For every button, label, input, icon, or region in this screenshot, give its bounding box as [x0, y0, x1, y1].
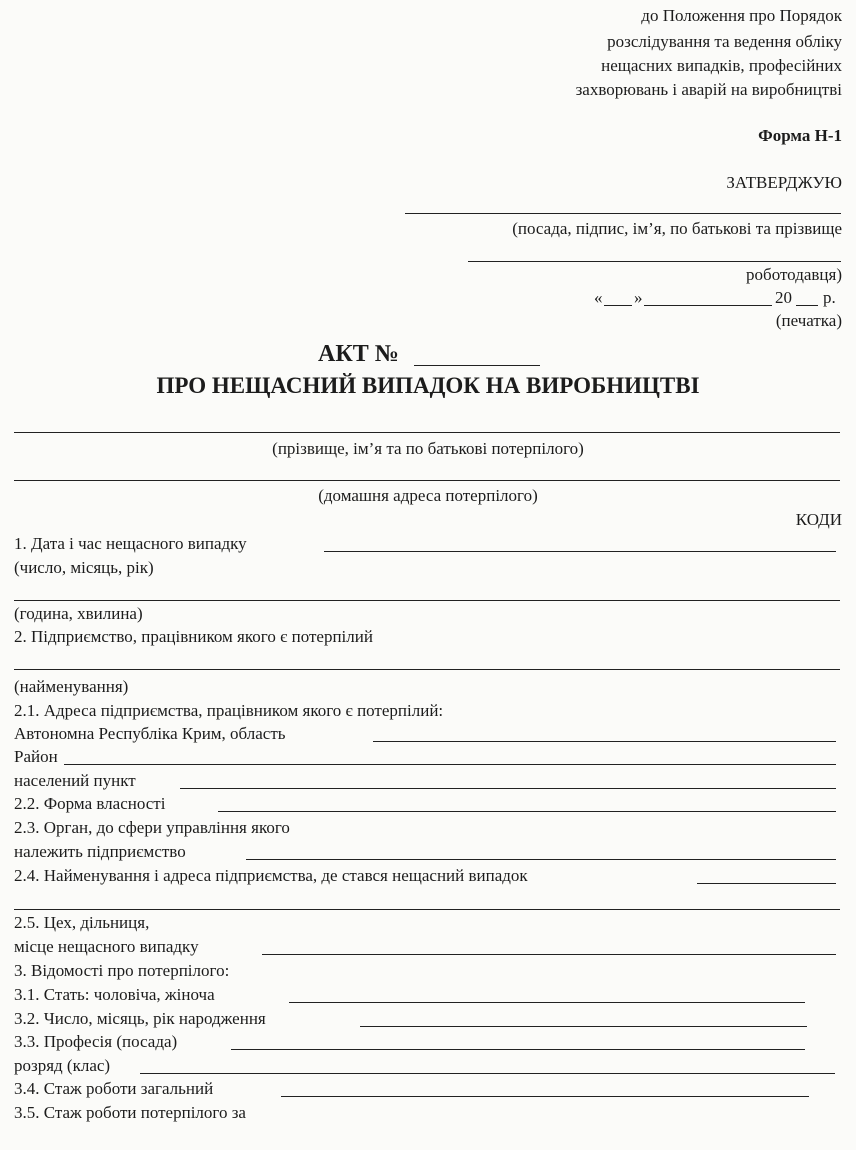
field-3-1-line[interactable] [289, 1002, 805, 1003]
field-3-2-label: 3.2. Число, місяць, рік народження [14, 1009, 266, 1028]
approval-title: ЗАТВЕРДЖУЮ [726, 173, 842, 192]
date-day-line[interactable] [604, 305, 632, 306]
victim-name-line[interactable] [14, 432, 840, 433]
approval-caption-1: (посада, підпис, ім’я, по батькові та прізвище [512, 219, 842, 238]
field-2-3-label-a: 2.3. Орган, до сфери управління якого [14, 818, 290, 837]
act-title: АКТ № [318, 341, 399, 367]
field-2-line[interactable] [14, 669, 840, 670]
field-2-1-label: 2.1. Адреса підприємства, працівником якого є потерпілий: [14, 701, 444, 720]
date-month-line[interactable] [644, 305, 772, 306]
field-2-name-caption: (найменування) [14, 677, 129, 696]
field-3-4-line[interactable] [281, 1096, 809, 1097]
field-3-3-rank-line[interactable] [140, 1073, 835, 1074]
date-year: 20 [775, 288, 792, 307]
date-year-suffix: р. [823, 288, 836, 307]
field-3-3-label: 3.3. Професія (посада) [14, 1032, 178, 1051]
field-2-4-label: 2.4. Найменування і адреса підприємства, де стався нещасний випадок [14, 866, 528, 885]
field-1-date-caption: (число, місяць, рік) [14, 558, 154, 577]
stamp-caption: (печатка) [775, 311, 842, 330]
field-2-1-district-line[interactable] [64, 764, 836, 765]
header-line-1: до Положення про Порядок [641, 6, 842, 25]
field-2-5-label-b: місце нещасного випадку [14, 937, 199, 956]
field-2-2-line[interactable] [218, 811, 836, 812]
victim-address-caption: (домашня адреса потерпілого) [318, 486, 538, 505]
victim-address-line[interactable] [14, 480, 840, 481]
field-2-1-district-label: Район [14, 747, 58, 766]
approval-caption-2: роботодавця) [746, 265, 842, 284]
approver-line[interactable] [405, 213, 841, 214]
field-2-1-settlement-label: населений пункт [14, 771, 136, 790]
field-1-label: 1. Дата і час нещасного випадку [14, 534, 247, 553]
field-2-3-line[interactable] [246, 859, 836, 860]
date-close-quote: » [634, 288, 643, 307]
field-3-1-label: 3.1. Стать: чоловіча, жіноча [14, 985, 215, 1004]
date-year-line[interactable] [796, 305, 818, 306]
field-2-5-label-a: 2.5. Цех, дільниця, [14, 913, 150, 932]
act-number-line[interactable] [414, 365, 540, 366]
field-2-label: 2. Підприємство, працівником якого є потерпілий [14, 627, 373, 646]
codes-label: КОДИ [795, 510, 842, 529]
field-1-line[interactable] [324, 551, 836, 552]
field-2-5-line[interactable] [262, 954, 836, 955]
field-3-4-label: 3.4. Стаж роботи загальний [14, 1079, 214, 1098]
field-1-time-caption: (година, хвилина) [14, 604, 143, 623]
field-2-1-settlement-line[interactable] [180, 788, 836, 789]
field-2-3-label-b: належить підприємство [14, 842, 186, 861]
field-3-label: 3. Відомості про потерпілого: [14, 961, 230, 980]
field-3-2-line[interactable] [360, 1026, 807, 1027]
field-3-3-rank-label: розряд (клас) [14, 1056, 111, 1075]
form-label: Форма Н-1 [758, 126, 842, 145]
header-line-3: нещасних випадків, професійних [601, 56, 842, 75]
field-1-time-line[interactable] [14, 600, 840, 601]
field-3-3-line[interactable] [231, 1049, 805, 1050]
field-2-4-line[interactable] [697, 883, 836, 884]
header-line-4: захворювань і аварій на виробництві [575, 80, 842, 99]
header-line-2: розслідування та ведення обліку [607, 32, 842, 51]
victim-name-caption: (прізвище, ім’я та по батькові потерпілого) [272, 439, 584, 458]
field-2-4-line-2[interactable] [14, 909, 840, 910]
act-main-title: ПРО НЕЩАСНИЙ ВИПАДОК НА ВИРОБНИЦТВІ [156, 373, 700, 398]
field-2-2-label: 2.2. Форма власності [14, 794, 166, 813]
approver-line-2[interactable] [468, 261, 841, 262]
field-2-1-region-line[interactable] [373, 741, 836, 742]
field-2-1-region-label: Автономна Республіка Крим, область [14, 724, 286, 743]
field-3-5-label: 3.5. Стаж роботи потерпілого за [14, 1103, 246, 1122]
date-open-quote: « [594, 288, 603, 307]
